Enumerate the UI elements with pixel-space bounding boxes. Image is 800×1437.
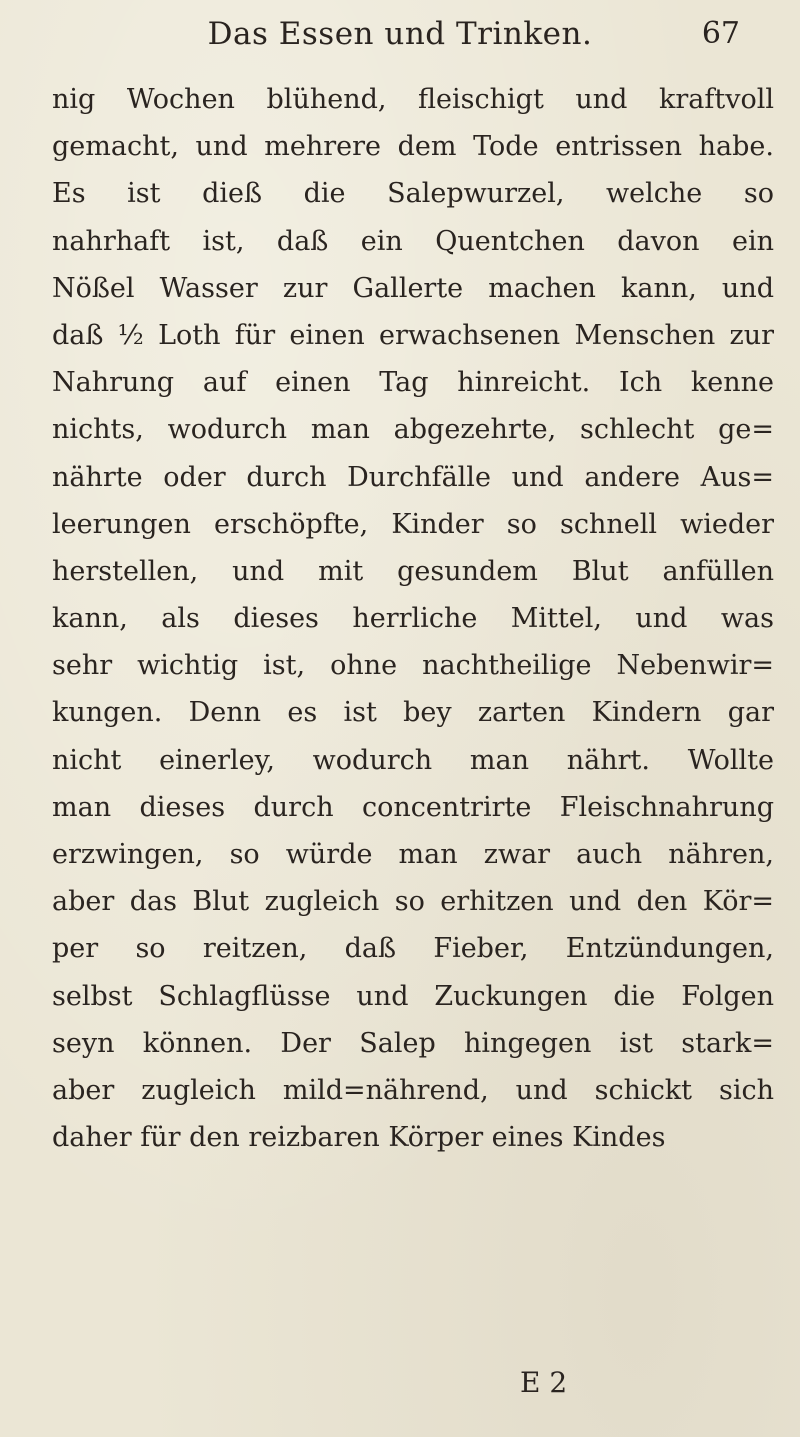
text-line: man dieses durch concentrirte Fleischnahrung — [52, 791, 774, 823]
page-header — [0, 12, 800, 58]
text-line: nahrhaft ist, daß ein Quentchen davon ein — [52, 225, 774, 257]
text-line: aber zugleich mild=nährend, und schickt sich — [52, 1074, 774, 1106]
text-line: kann, als dieses herrliche Mittel, und was — [52, 603, 774, 635]
text-line: nicht einerley, wodurch man nährt. Wollte — [52, 744, 774, 776]
page-number: 67 — [701, 16, 740, 51]
text-line: aber das Blut zugleich so erhitzen und den Kör= — [52, 886, 774, 918]
text-line: nichts, wodurch man abgezehrte, schlecht ge= — [52, 414, 774, 446]
text-line: herstellen, und mit gesundem Blut anfüllen — [52, 555, 774, 587]
text-line: Es ist dieß die Salepwurzel, welche so — [52, 178, 774, 210]
running-head: Das Essen und Trinken. — [207, 16, 593, 52]
text-line: kungen. Denn es ist bey zarten Kindern gar — [52, 697, 774, 729]
text-line: Nahrung auf einen Tag hinreicht. Ich kenne — [52, 367, 774, 399]
text-line: daß ½ Loth für einen erwachsenen Menschen zur — [52, 319, 774, 351]
body-text — [52, 76, 774, 1161]
text-line: nährte oder durch Durchfälle und andere Aus= — [52, 461, 774, 493]
text-line: daher für den reizbaren Körper eines Kindes — [52, 1122, 666, 1154]
text-line: seyn können. Der Salep hingegen ist stark= — [52, 1027, 774, 1059]
text-line: leerungen erschöpfte, Kinder so schnell wieder — [52, 508, 774, 540]
text-line: gemacht, und mehrere dem Tode entrissen habe. — [52, 131, 774, 163]
text-line: selbst Schlagflüsse und Zuckungen die Folgen — [52, 980, 774, 1012]
text-line: nig Wochen blühend, fleischigt und kraftvoll — [52, 84, 774, 115]
text-line: per so reitzen, daß Fieber, Entzündungen, — [52, 933, 774, 965]
text-line: Nößel Wasser zur Gallerte machen kann, und — [52, 272, 774, 304]
signature-mark: E 2 — [520, 1366, 568, 1399]
text-line: erzwingen, so würde man zwar auch nähren, — [52, 839, 774, 870]
text-line: sehr wichtig ist, ohne nachtheilige Nebenwir= — [52, 650, 774, 682]
